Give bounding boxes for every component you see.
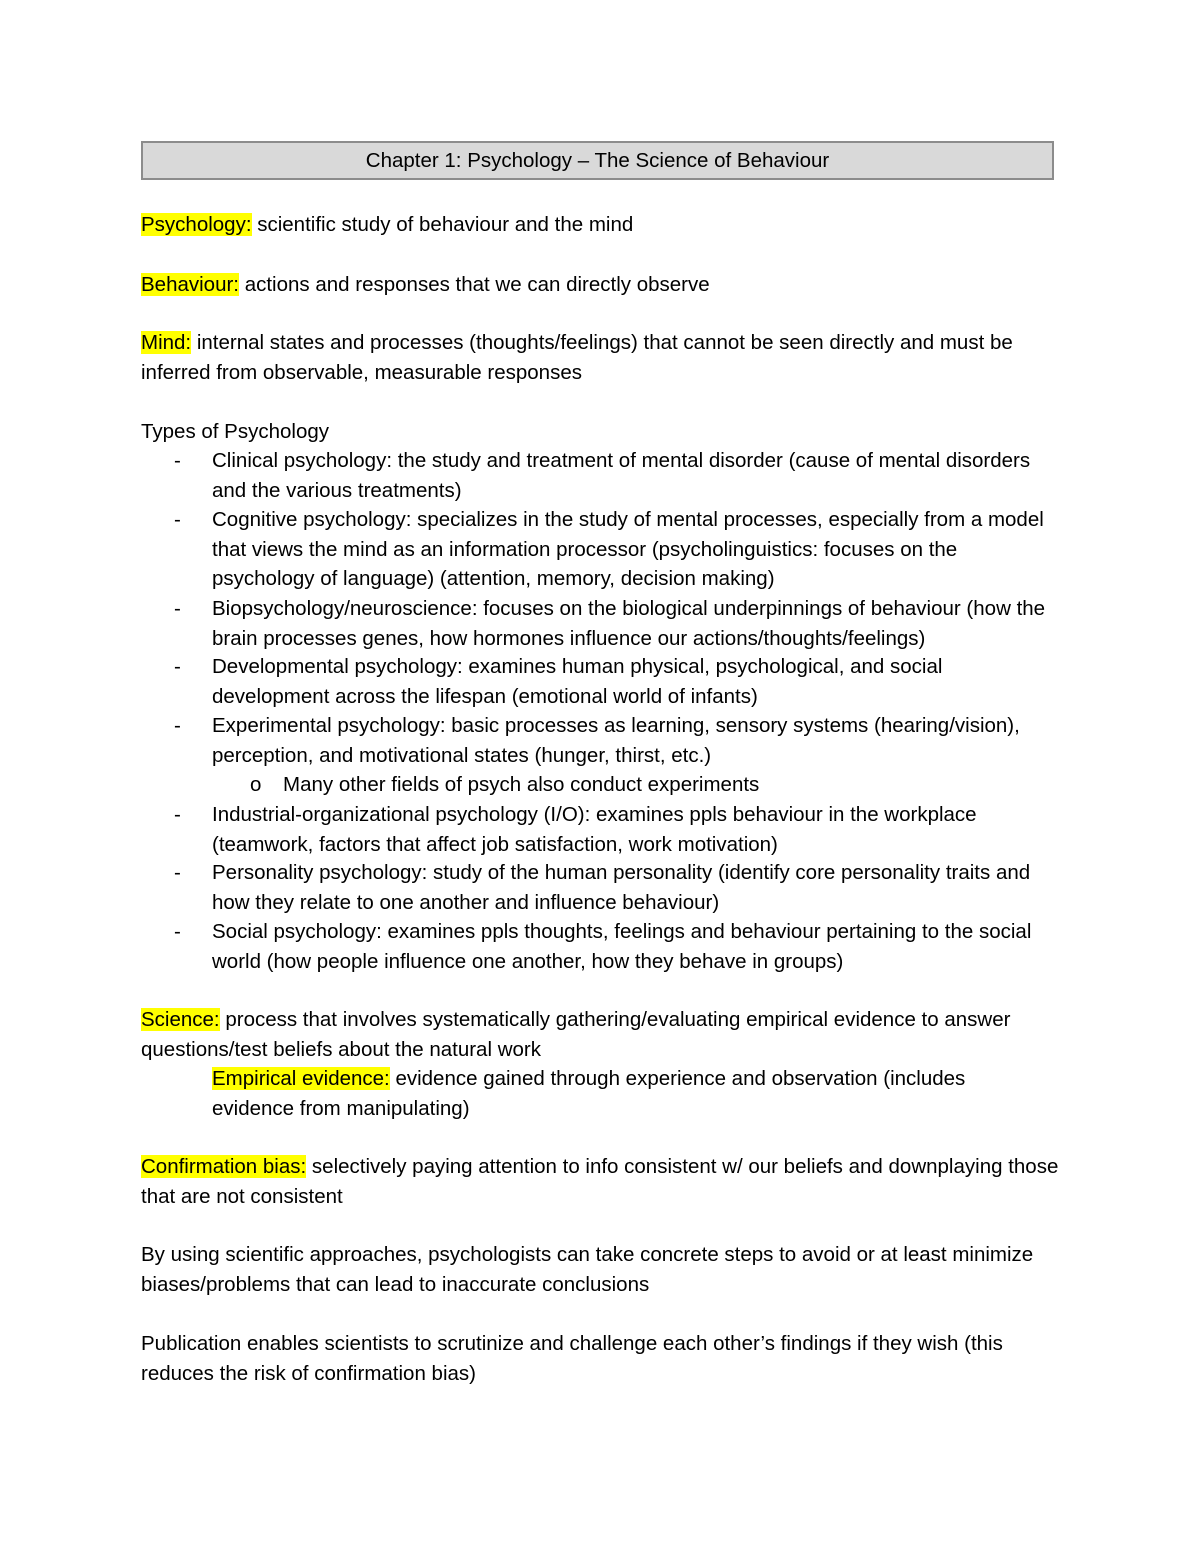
dash-bullet: - — [174, 597, 181, 620]
sub-list-item — [250, 770, 1043, 800]
list-item — [174, 505, 1060, 594]
circle-bullet: o — [250, 773, 262, 796]
list-item-text: Industrial-organizational psychology (I/O): examines ppls behaviour in the workplace (teamwork, factors that affect job satisfaction, work motivation) — [212, 803, 977, 856]
list-item — [174, 800, 1060, 859]
paragraph-publication: Publication enables scientists to scrutinize and challenge each other’s findings if they wish (this reduces the risk of confirmation bias) — [141, 1332, 1003, 1385]
dash-bullet: - — [174, 714, 181, 737]
definition-mind-text: internal states and processes (thoughts/feelings) that cannot be seen directly and must be inferred from observable, measurable responses — [141, 331, 1013, 384]
definition-confirmation-bias-text: selectively paying attention to info consistent w/ our beliefs and downplaying those that are not consistent — [141, 1155, 1059, 1208]
term-behaviour: Behaviour: — [141, 273, 240, 296]
types-heading: Types of Psychology — [141, 420, 330, 443]
term-empirical-evidence: Empirical evidence: — [212, 1067, 390, 1090]
list-item — [174, 711, 1060, 770]
sub-list-item-text: Many other fields of psych also conduct experiments — [283, 773, 760, 796]
dash-bullet: - — [174, 449, 181, 472]
list-item-text: Social psychology: examines ppls thoughts, feelings and behaviour pertaining to the social world (how people influence one another, how they behave in groups) — [212, 920, 1032, 973]
chapter-title: Chapter 1: Psychology – The Science of Behaviour — [141, 141, 1054, 180]
list-item — [174, 446, 1060, 505]
list-item-text: Biopsychology/neuroscience: focuses on the biological underpinnings of behaviour (how the brain processes genes, how hormones influence our actions/thoughts/feelings) — [212, 597, 1046, 650]
term-psychology: Psychology: — [141, 213, 252, 236]
dash-bullet: - — [174, 861, 181, 884]
dash-bullet: - — [174, 803, 181, 826]
term-mind: Mind: — [141, 331, 192, 354]
list-item — [174, 594, 1060, 653]
term-science: Science: — [141, 1008, 220, 1031]
paragraph-scientific-approaches: By using scientific approaches, psychologists can take concrete steps to avoid or at least minimize biases/problems that can lead to inaccurate conclusions — [141, 1243, 1034, 1296]
dash-bullet: - — [174, 920, 181, 943]
definition-psychology — [141, 210, 1061, 240]
list-item-text: Developmental psychology: examines human physical, psychological, and social development across the lifespan (emotional world of infants) — [212, 655, 943, 708]
list-item — [174, 917, 1060, 976]
list-item — [174, 858, 1060, 917]
definition-science — [141, 1005, 1061, 1064]
list-item-text: Experimental psychology: basic processes as learning, sensory systems (hearing/vision), perception, and motivational states (hunger, thirst, etc.) — [212, 714, 1020, 767]
definition-empirical-evidence-text: evidence gained through experience and observation (includes evidence from manipulating) — [212, 1067, 966, 1120]
dash-bullet: - — [174, 508, 181, 531]
dash-bullet: - — [174, 655, 181, 678]
definition-empirical-evidence — [212, 1064, 1012, 1123]
definition-psychology-text: scientific study of behaviour and the mind — [251, 213, 634, 236]
definition-behaviour — [141, 270, 1061, 300]
list-item-text: Personality psychology: study of the human personality (identify core personality traits and how they relate to one another and influence behaviour) — [212, 861, 1031, 914]
definition-behaviour-text: actions and responses that we can directly observe — [239, 273, 710, 296]
term-confirmation-bias: Confirmation bias: — [141, 1155, 307, 1178]
definition-science-text: process that involves systematically gathering/evaluating empirical evidence to answer questions/test beliefs about the natural work — [141, 1008, 1011, 1061]
list-item-text: Clinical psychology: the study and treatment of mental disorder (cause of mental disorders and the various treatments) — [212, 449, 1031, 502]
list-item-text: Cognitive psychology: specializes in the study of mental processes, especially from a model that views the mind as an information processor (psycholinguistics: focuses on the psychology of language) (attention, memory, decision making) — [212, 508, 1044, 590]
list-item — [174, 652, 1060, 711]
definition-confirmation-bias — [141, 1152, 1061, 1211]
definition-mind — [141, 328, 1061, 387]
